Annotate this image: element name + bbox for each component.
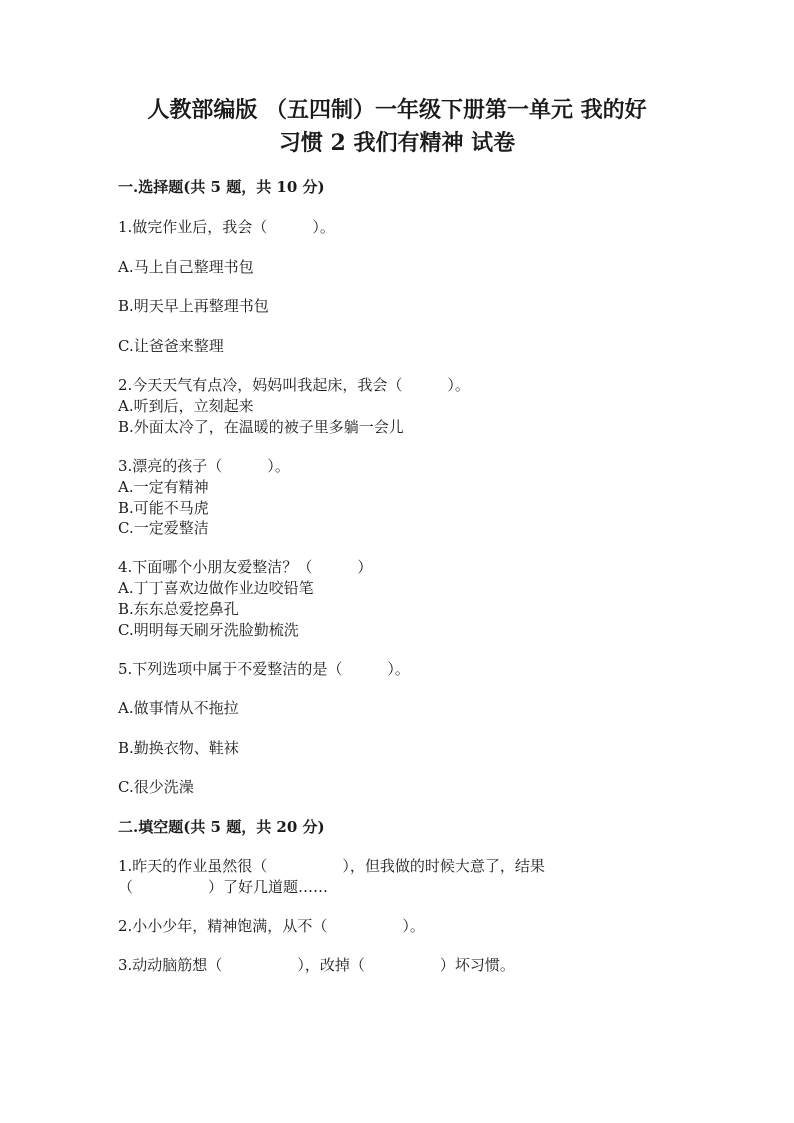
fill-question-continued: （ ）了好几道题……	[118, 878, 329, 896]
question-option: C.一定爱整洁	[118, 519, 209, 537]
question-option: B.可能不马虎	[118, 499, 209, 517]
question-option: C.明明每天刷牙洗脸勤梳洗	[118, 621, 299, 639]
fill-question: 1.昨天的作业虽然很（ ），但我做的时候大意了，结果	[118, 857, 545, 875]
section-heading-choice: 一.选择题(共 5 题，共 10 分)	[118, 178, 325, 196]
question-option: A.一定有精神	[118, 478, 209, 496]
question-option: B.外面太冷了，在温暖的被子里多躺一会儿	[118, 418, 404, 436]
fill-question: 3.动动脑筋想（ ），改掉（ ）坏习惯。	[118, 956, 515, 974]
document-title	[100, 94, 694, 160]
question-stem: 5.下列选项中属于不爱整洁的是（ ）。	[118, 660, 410, 678]
question-option: B.明天早上再整理书包	[118, 297, 269, 315]
question-stem: 2.今天天气有点冷，妈妈叫我起床，我会（ ）。	[118, 376, 470, 394]
question-stem: 3.漂亮的孩子（ ）。	[118, 457, 290, 475]
section-heading-fill: 二.填空题(共 5 题，共 20 分)	[118, 818, 325, 836]
question-option: B.勤换衣物、鞋袜	[118, 739, 239, 757]
question-option: A.听到后，立刻起来	[118, 397, 254, 415]
title-line-2: 习惯 2 我们有精神 试卷	[278, 130, 516, 156]
question-option: A.丁丁喜欢边做作业边咬铅笔	[118, 579, 314, 597]
question-stem: 1.做完作业后，我会（ ）。	[118, 218, 335, 236]
question-stem: 4.下面哪个小朋友爱整洁？（ ）	[118, 558, 373, 576]
question-option: C.很少洗澡	[118, 778, 194, 796]
question-option: B.东东总爱挖鼻孔	[118, 600, 239, 618]
question-option: C.让爸爸来整理	[118, 337, 224, 355]
question-option: A.马上自己整理书包	[118, 258, 254, 276]
question-option: A.做事情从不拖拉	[118, 699, 239, 717]
title-line-1: 人教部编版 （五四制）一年级下册第一单元 我的好	[147, 97, 647, 123]
fill-question: 2.小小少年，精神饱满，从不（ ）。	[118, 917, 425, 935]
